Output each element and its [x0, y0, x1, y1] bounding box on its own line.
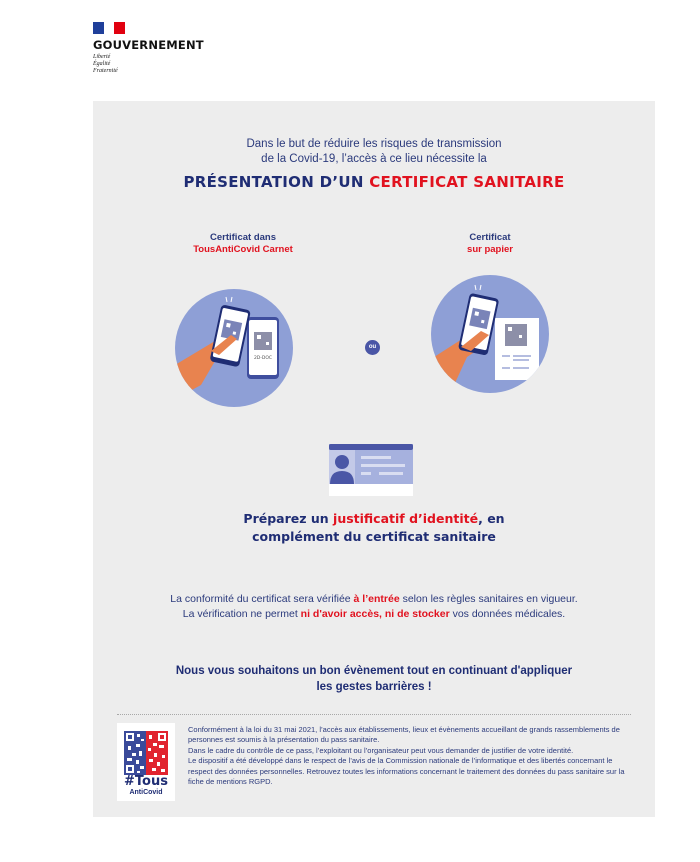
identity-notice: Préparez un justificatif d’identité, en complément du certificat sanitaire	[243, 511, 505, 544]
app-name-label: AntiCovid	[129, 789, 163, 796]
legal-notice: Conformément à la loi du 31 mai 2021, l’accès aux établissements, lieux et évènements accueillant de grands rassemblements de personnes est soumis à la présentation du pass sanitaire. Dans le cadre du contrôle de ce pass, l’exploitant ou l’organisateur peut vous demander de justifier de votre identité. Le dispositif a été développé dans le respect de l’avis de la Commission nationale de l’informatique et des libertés concernant le respect des données personnelles. Retrouvez toutes les informations concernant le traitement des données du pass sanitaire sur la fiche de mentions RGPD.	[188, 725, 625, 787]
poster-panel	[93, 101, 655, 817]
intro-text: Dans le but de réduire les risques de transmission de la Covid-19, l’accès à ce lieu nécessite la	[246, 138, 502, 165]
id-card-icon	[329, 444, 413, 496]
verification-notice: La conformité du certificat sera vérifiée à l’entrée selon les règles sanitaires en vigueur. La vérification ne permet ni d'avoir accès, ni de stocker vos données médicales.	[170, 593, 578, 620]
phone-scanning-paper-icon	[431, 275, 549, 393]
option-label-paper: Certificat sur papier	[467, 232, 513, 255]
closing-message: Nous vous souhaitons un bon évènement tout en continuant d'appliquer les gestes barrières !	[175, 665, 573, 693]
phone-scanning-phone-icon	[175, 289, 293, 407]
footer-divider	[117, 714, 631, 715]
government-logo	[93, 22, 204, 75]
hashtag-label: #Tous	[124, 774, 168, 789]
org-name: GOUVERNEMENT	[93, 38, 204, 52]
qr-code-icon	[124, 731, 168, 775]
motto: Liberté Égalité Fraternité	[93, 54, 118, 74]
tousanticovid-qr-tile	[117, 723, 175, 801]
option-label-app: Certificat dans TousAntiCovid Carnet	[193, 232, 293, 255]
page-title: PRÉSENTATION D’UN CERTIFICAT SANITAIRE	[183, 173, 565, 191]
svg-text:2D-DOC: 2D-DOC	[253, 356, 273, 361]
french-flag-icon	[93, 22, 125, 34]
or-badge: ou	[365, 340, 380, 355]
